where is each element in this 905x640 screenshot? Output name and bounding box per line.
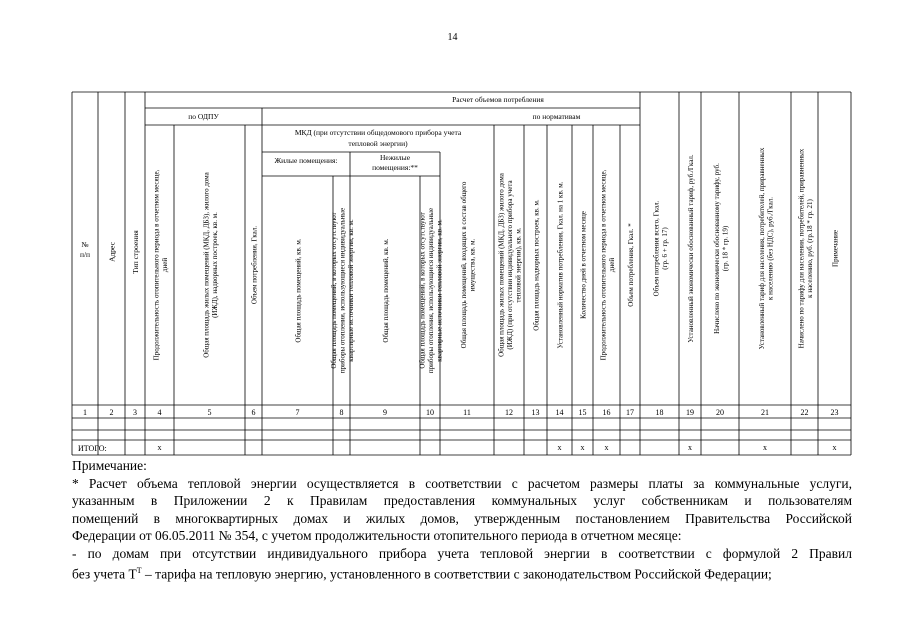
- total-x-mark: x: [763, 443, 767, 452]
- column-number: 19: [686, 408, 694, 417]
- total-label: ИТОГО:: [78, 444, 107, 453]
- column-number: 4: [157, 408, 162, 417]
- col-no-label: №: [81, 240, 89, 249]
- column-header-21: Установленный тариф для населения, потребителей, приравненных: [757, 147, 766, 350]
- mkd-header: МКД (при отсутствии общедомового прибора учета: [294, 128, 462, 137]
- column-number: 9: [383, 408, 387, 417]
- column-header-9: Общая площадь помещений, кв. м.: [382, 238, 390, 343]
- column-header-19: Установленный экономически обоснованный тариф, руб./Гкал.: [687, 154, 695, 343]
- total-x-mark: x: [557, 443, 562, 452]
- column-number: 6: [251, 408, 256, 417]
- column-number: 12: [505, 408, 513, 417]
- column-header-8: квартирные источники тепловой энергии, кв. м.: [347, 219, 355, 362]
- odpu-header: по ОДПУ: [188, 112, 219, 121]
- column-number: 7: [295, 408, 300, 417]
- column-header-18: Объем потребления всего, Гкал.: [652, 200, 661, 297]
- column-header-12: (ИЖД) (при отсутствии индивидуального прибора учета: [506, 180, 514, 350]
- note-line: помещений в многоквартирных домах и жилых домов, утвержденным постановлением Правительства Российской: [72, 510, 852, 526]
- page-number: 14: [447, 32, 458, 43]
- column-number: 1: [83, 408, 87, 417]
- column-header-15: Количество дней в отчетном месяце: [579, 211, 588, 319]
- column-header-4: дней: [160, 257, 169, 273]
- column-header-23: Примечание: [831, 230, 840, 267]
- column-header-10: Общая площадь помещений, в которых отсутствуют: [418, 212, 427, 369]
- column-number: 5: [207, 408, 212, 417]
- column-number: 11: [463, 408, 471, 417]
- column-number: 22: [800, 408, 809, 417]
- column-header-6: Объем потребления, Гкал.: [250, 225, 259, 305]
- column-number: 14: [555, 408, 564, 417]
- column-number: 17: [626, 408, 634, 417]
- column-header-11: Общая площадь помещений, входящих в состав общего: [459, 181, 468, 349]
- column-header-13: Общая площадь надворных построек, кв. м.: [532, 199, 541, 331]
- table-text: [78, 95, 840, 453]
- mkd-header: тепловой энергии): [348, 139, 408, 148]
- notes-heading: Примечание:: [72, 458, 147, 473]
- total-x-mark: x: [832, 443, 837, 452]
- column-number: 16: [602, 408, 611, 417]
- nonresidential-header: помещения:**: [372, 163, 418, 172]
- nonresidential-header: Нежилые: [379, 153, 411, 162]
- column-header-12: тепловой энергии), кв. м.: [514, 227, 523, 303]
- column-header-8: приборы отопления, использующиеся индивидуальные: [338, 207, 347, 374]
- column-number: 15: [578, 408, 587, 417]
- col-no-label: п/п: [79, 250, 91, 259]
- note-line: - по домам при отсутствии индивидуального прибора учета тепловой энергии в соответствии с формулой 2 Правил: [72, 545, 852, 561]
- total-x-mark: x: [580, 443, 585, 452]
- column-header-14: Установленный норматив потребления, Гкал. на 1 кв. м.: [556, 181, 565, 349]
- residential-header: Жилые помещения:: [274, 156, 338, 165]
- calc-header: Расчет объемов потребления: [452, 95, 544, 104]
- column-header-10: квартирные источники тепловой энергии, кв. м.: [435, 219, 444, 362]
- notes-block: [72, 457, 852, 583]
- column-header-5: Общая площадь жилых помещений (МКД, ДБЗ), жилого дома: [202, 172, 211, 358]
- column-header-4: Продолжительность отопительного периода в отчетном месяце,: [152, 169, 161, 361]
- note-line: Федерации от 06.05.2011 № 354, с учетом продолжительности отопительного периода в отчетном месяце:: [72, 528, 682, 543]
- col-building-type-label: Тип строения: [131, 230, 140, 274]
- column-number: 10: [426, 408, 434, 417]
- column-header-10: приборы отопления, использующиеся индивидуальные: [427, 207, 435, 374]
- column-number: 8: [339, 408, 344, 417]
- norms-header: по нормативам: [532, 112, 581, 121]
- column-number: 20: [716, 408, 724, 417]
- column-number: 13: [531, 408, 540, 417]
- column-header-21: к населению (без НДС), руб./Гкал.: [766, 196, 775, 301]
- note-line: * Расчет объема тепловой энергии осуществляется в соответствии с расчетом размеры платы за коммунальные услуги,: [72, 475, 852, 491]
- column-number: 23: [830, 408, 839, 417]
- note-line: без учета $Т^Т$ – тарифа на тепловую энергию, установленного в соответствии с законодательством Российской Федерации;: [72, 566, 772, 582]
- column-header-8: Общая площадь помещений, в которых отсутствуют: [330, 212, 338, 369]
- column-header-7: Общая площадь помещений, кв. м.: [294, 238, 303, 343]
- note-line: указанным в Приложении 2 к Правилам предоставления коммунальных услуг собственникам и пользователям: [72, 493, 852, 508]
- column-header-11: имущества, кв. м.: [468, 238, 477, 292]
- total-x-mark: x: [688, 443, 692, 452]
- col-address-label: Адрес: [107, 242, 117, 262]
- column-header-20: Начислено по экономически обоснованному тарифу, руб.: [712, 163, 721, 334]
- column-header-17: Объем потребления, Гкал. *: [627, 223, 635, 307]
- column-header-12: Общая площадь жилых помещений (МКД, ДБЗ) жилого дома: [497, 173, 506, 357]
- column-header-22: к населению, руб. (гр.18 * гр. 21): [805, 199, 814, 298]
- column-header-16: дней: [607, 257, 616, 273]
- column-number: 2: [109, 408, 114, 417]
- column-number: 18: [655, 408, 664, 417]
- column-header-20: (гр. 18 * гр. 19): [721, 225, 730, 272]
- column-header-16: Продолжительность отопительного периода в отчетном месяце,: [599, 169, 608, 361]
- total-x-mark: x: [157, 443, 162, 452]
- column-header-22: Начислено по тарифу для населения, потребителей, приравненных: [797, 148, 806, 349]
- column-number: 21: [761, 408, 769, 417]
- column-header-18: (гр. 6 + гр. 17): [660, 227, 669, 270]
- column-number: 3: [133, 408, 137, 417]
- column-header-5: (ИЖД), надворных построек, кв. м.: [210, 212, 219, 318]
- total-x-mark: x: [604, 443, 609, 452]
